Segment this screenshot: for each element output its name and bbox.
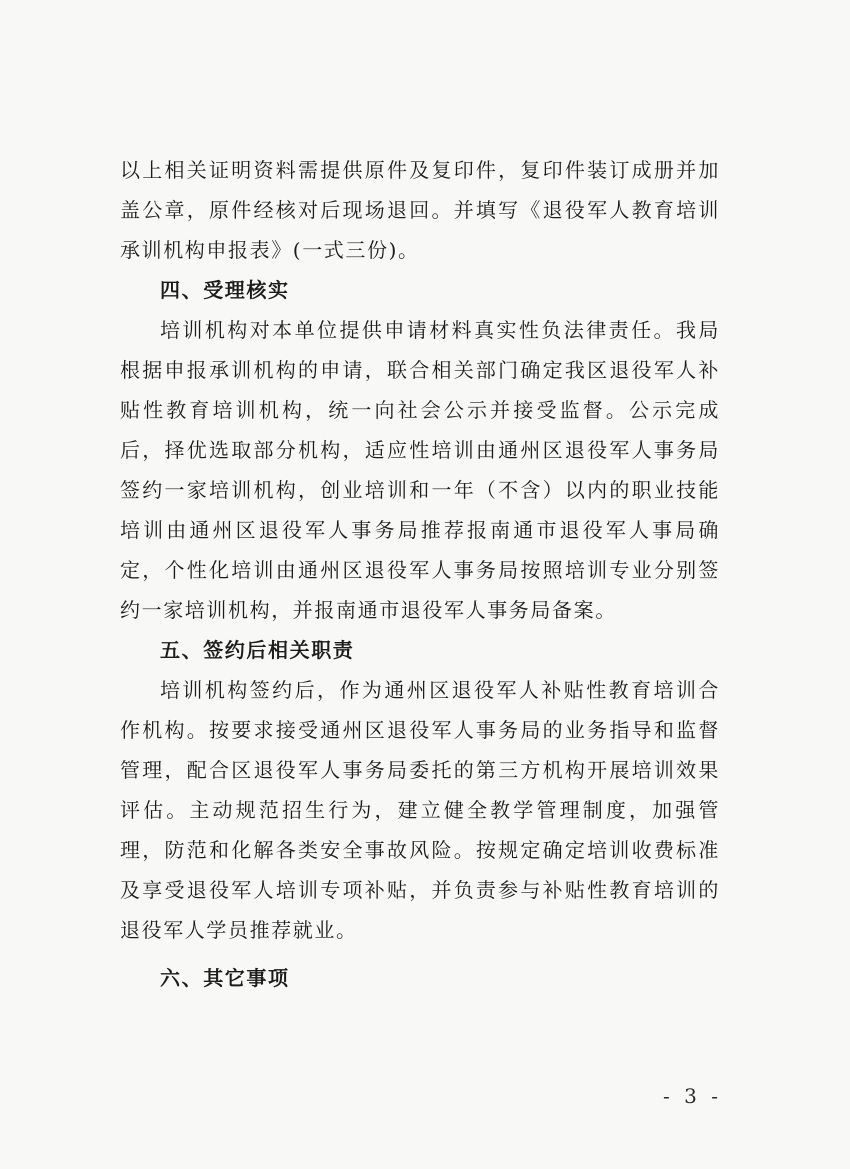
paragraph-verification: 培训机构对本单位提供申请材料真实性负法律责任。我局根据申报承训机构的申请，联合相关部门确定我区退役军人补贴性教育培训机构，统一向社会公示并接受监督。公示完成后，择优选取部分机构，适应性培训由通州区退役军人事务局签约一家培训机构，创业培训和一年（不含）以内的职业技能培训由通州区退役军人事务局推荐报南通市退役军人事局确定，个性化培训由通州区退役军人事务局按照培训专业分别签约一家培训机构，并报南通市退役军人事务局备案。 xyxy=(120,318,720,622)
paragraph-responsibilities: 培训机构签约后，作为通州区退役军人补贴性教育培训合作机构。按要求接受通州区退役军人事务局的业务指导和监督管理，配合区退役军人事务局委托的第三方机构开展培训效果评估。主动规范招生行为，建立健全教学管理制度，加强管理，防范和化解各类安全事故风险。按规定确定培训收费标准及享受退役军人培训专项补贴，并负责参与补贴性教育培训的退役军人学员推荐就业。 xyxy=(120,678,720,942)
paragraph-materials-note: 以上相关证明资料需提供原件及复印件，复印件装订成册并加盖公章，原件经核对后现场退回。并填写《退役军人教育培训承训机构申报表》(一式三份)。 xyxy=(120,158,720,262)
document-body xyxy=(120,150,720,998)
heading-section-5: 五、签约后相关职责 xyxy=(160,638,355,662)
heading-section-4: 四、受理核实 xyxy=(160,278,290,302)
heading-section-6: 六、其它事项 xyxy=(160,966,290,990)
page-number: - 3 - xyxy=(663,1084,722,1108)
